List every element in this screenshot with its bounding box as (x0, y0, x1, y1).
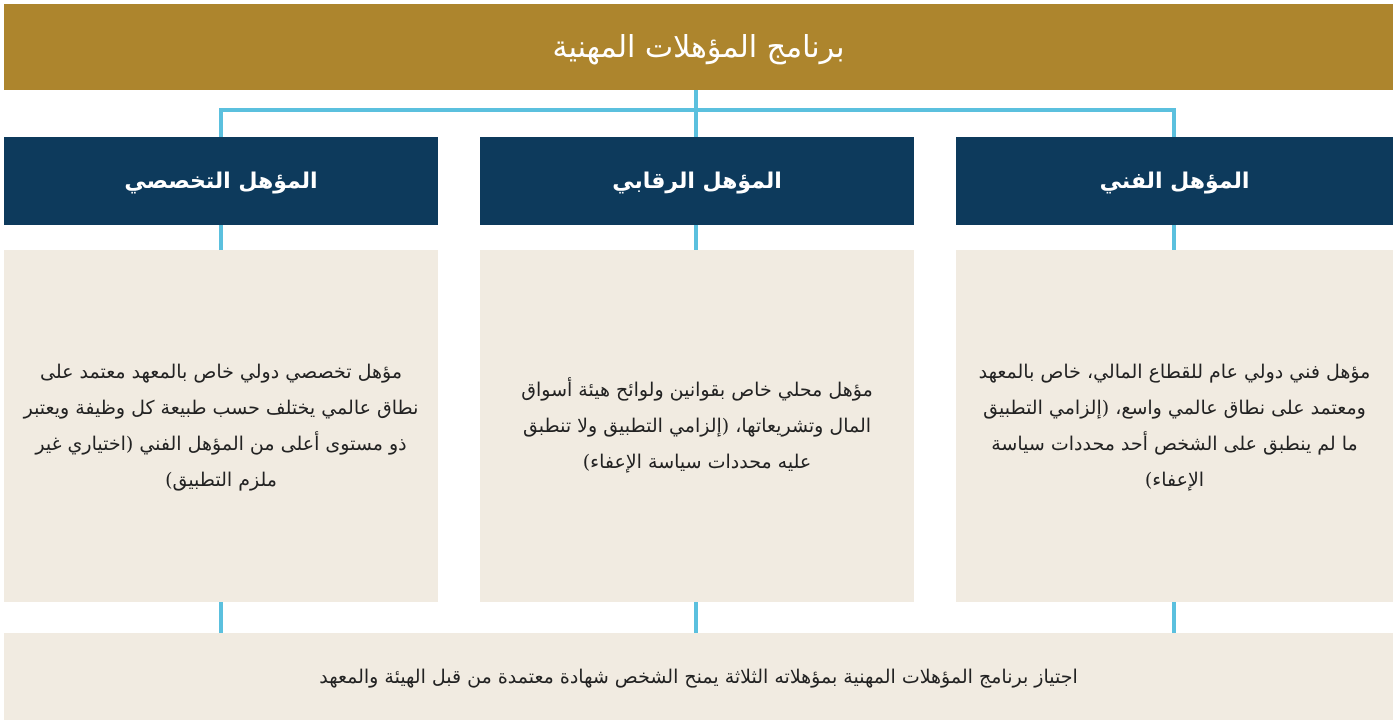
specialized-qualification-header (4, 137, 438, 225)
regulatory-qualification-title: المؤهل الرقابي (612, 168, 782, 194)
connector-middle-head-body (694, 224, 698, 250)
technical-qualification-header (956, 137, 1393, 225)
connector-right-drop (1172, 108, 1176, 137)
program-title: برنامج المؤهلات المهنية (552, 29, 845, 65)
specialized-qualification-panel (4, 250, 438, 602)
regulatory-qualification-header (480, 137, 914, 225)
specialized-qualification-description: مؤهل تخصصي دولي خاص بالمعهد معتمد على نطاق عالمي يختلف حسب طبيعة كل وظيفة ويعتبر ذو مستوى أعلى من المؤهل الفني (اختياري غير ملزم التطبيق) (23, 361, 419, 491)
connector-left-head-body (219, 224, 223, 250)
connector-trunk (694, 90, 698, 137)
connector-left-drop (219, 108, 223, 137)
technical-qualification-description: مؤهل فني دولي عام للقطاع المالي، خاص بالمعهد ومعتمد على نطاق عالمي واسع، (إلزامي التطبيق ما لم ينطبق على الشخص أحد محددات سياسة الإعفاء) (978, 361, 1371, 491)
connector-middle-body-footer (694, 602, 698, 633)
regulatory-qualification-panel (480, 250, 914, 602)
footer-note: اجتياز برنامج المؤهلات المهنية بمؤهلاته الثلاثة يمنح الشخص شهادة معتمدة من قبل الهيئة والمعهد (319, 665, 1078, 688)
regulatory-qualification-description: مؤهل محلي خاص بقوانين ولوائح هيئة أسواق المال وتشريعاتها، (إلزامي التطبيق ولا تنطبق عليه محددات سياسة الإعفاء) (521, 379, 873, 473)
connector-right-body-footer (1172, 602, 1176, 633)
connector-horizontal (219, 108, 1176, 112)
technical-qualification-panel (956, 250, 1393, 602)
connector-right-head-body (1172, 224, 1176, 250)
connector-left-body-footer (219, 602, 223, 633)
specialized-qualification-title: المؤهل التخصصي (124, 168, 318, 194)
technical-qualification-title: المؤهل الفني (1099, 168, 1250, 194)
footer-note-panel (4, 633, 1393, 720)
program-title-banner (4, 4, 1393, 90)
